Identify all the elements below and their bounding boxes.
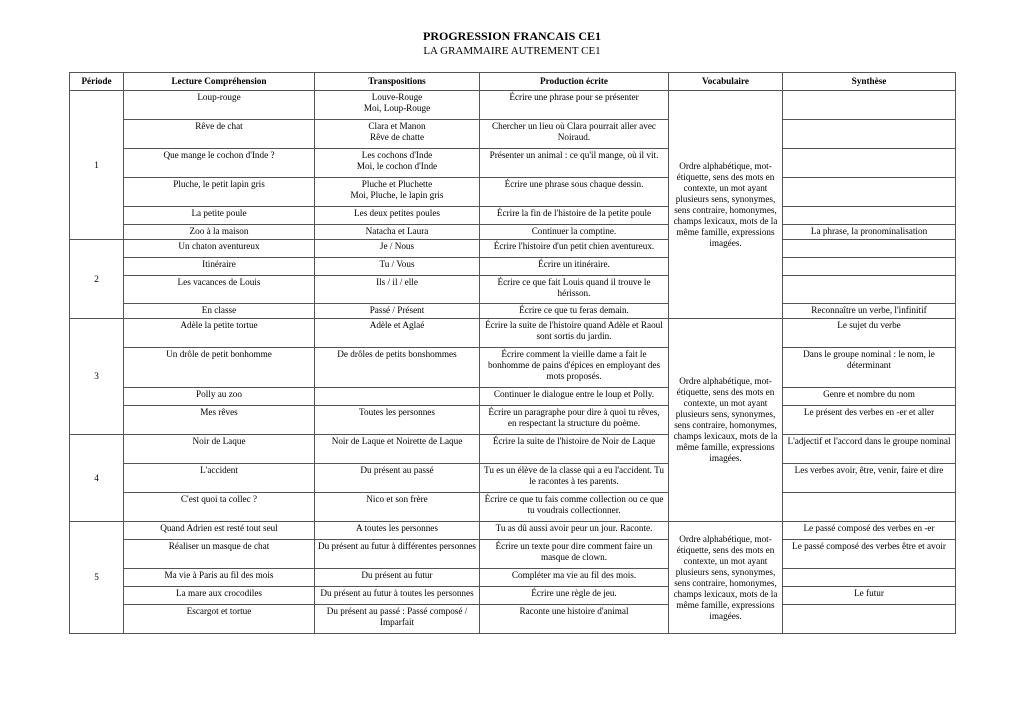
lecture-cell: Un drôle de petit bonhomme [124,348,315,388]
synthese-cell: Reconnaître un verbe, l'infinitif [783,304,956,319]
periode-cell: 4 [70,435,124,522]
lecture-cell: Un chaton aventureux [124,240,315,258]
production-cell: Écrire une phrase pour se présenter [480,91,669,120]
transpositions-cell: Ils / il / elle [315,276,480,304]
production-cell: Écrire la suite de l'histoire de Noir de Laque [480,435,669,464]
lecture-cell: Polly au zoo [124,388,315,406]
lecture-cell: Rêve de chat [124,120,315,149]
synthese-cell [783,258,956,276]
lecture-cell: Pluche, le petit lapin gris [124,178,315,207]
production-cell: Continuer le dialogue entre le loup et Polly. [480,388,669,406]
table-row [70,276,956,304]
synthese-cell: Le sujet du verbe [783,319,956,348]
header-transpositions: Transpositions [315,73,480,91]
table-row [70,493,956,522]
production-cell: Écrire un paragraphe pour dire à quoi tu rêves, en respectant la structure du poème. [480,406,669,435]
synthese-cell: L'adjectif et l'accord dans le groupe nominal [783,435,956,464]
synthese-cell [783,493,956,522]
production-cell: Raconte une histoire d'animal [480,605,669,634]
transpositions-cell: Louve-Rouge Moi, Loup-Rouge [315,91,480,120]
lecture-cell: Noir de Laque [124,435,315,464]
transpositions-cell: Tu / Vous [315,258,480,276]
vocabulaire-cell: Ordre alphabétique, mot-étiquette, sens des mots en contexte, un mot ayant plusieurs sens, synonymes, sens contraire, homonymes, champs lexicaux, mots de la même famille, expressions imagées. [669,522,783,634]
table-row [70,120,956,149]
transpositions-cell: Passé / Présent [315,304,480,319]
synthese-cell: Le présent des verbes en -er et aller [783,406,956,435]
lecture-cell: Ma vie à Paris au fil des mois [124,569,315,587]
synthese-cell [783,569,956,587]
document-subtitle: LA GRAMMAIRE AUTREMENT CE1 [423,45,601,57]
lecture-cell: La mare aux crocodiles [124,587,315,605]
table-row [70,304,956,319]
synthese-cell: La phrase, la pronominalisation [783,225,956,240]
synthese-cell [783,149,956,178]
production-cell: Écrire comment la vieille dame a fait le bonhomme de pains d'épices en employant des mots proposés. [480,348,669,388]
table-row [70,587,956,605]
production-cell: Écrire une phrase sous chaque dessin. [480,178,669,207]
table-row [70,406,956,435]
transpositions-cell: Du présent au futur à toutes les personnes [315,587,480,605]
table-body [70,91,956,634]
table-row [70,240,956,258]
production-cell: Continuer la comptine. [480,225,669,240]
lecture-cell: Mes rêves [124,406,315,435]
table-row [70,388,956,406]
table-row [70,464,956,493]
transpositions-cell: Du présent au futur [315,569,480,587]
lecture-cell: Adèle la petite tortue [124,319,315,348]
synthese-cell [783,178,956,207]
synthese-cell: Les verbes avoir, être, venir, faire et dire [783,464,956,493]
synthese-cell [783,276,956,304]
table-row [70,178,956,207]
header-vocabulaire: Vocabulaire [669,73,783,91]
production-cell: Écrire la fin de l'histoire de la petite poule [480,207,669,225]
production-cell: Écrire la suite de l'histoire quand Adèle et Raoul sont sortis du jardin. [480,319,669,348]
transpositions-cell: A toutes les personnes [315,522,480,540]
table-row [70,435,956,464]
production-cell: Écrire ce que tu fais comme collection ou ce que tu voudrais collectionner. [480,493,669,522]
synthese-cell: Le passé composé des verbes être et avoir [783,540,956,569]
lecture-cell: L'accident [124,464,315,493]
transpositions-cell: Les cochons d'Inde Moi, le cochon d'Inde [315,149,480,178]
transpositions-cell: Nico et son frère [315,493,480,522]
periode-cell: 2 [70,240,124,319]
progression-table [69,72,956,634]
production-cell: Écrire un texte pour dire comment faire un masque de clown. [480,540,669,569]
vocabulaire-cell: Ordre alphabétique, mot-étiquette, sens des mots en contexte, un mot ayant plusieurs sens, synonymes, sens contraire, homonymes, champs lexicaux, mots de la même famille, expressions imagées. [669,91,783,319]
table-row [70,522,956,540]
synthese-cell: Le passé composé des verbes en -er [783,522,956,540]
transpositions-cell: Natacha et Laura [315,225,480,240]
transpositions-cell: Pluche et Pluchette Moi, Pluche, le lapin gris [315,178,480,207]
periode-cell: 5 [70,522,124,634]
synthese-cell [783,605,956,634]
synthese-cell [783,91,956,120]
lecture-cell: C'est quoi ta collec ? [124,493,315,522]
table-row [70,540,956,569]
lecture-cell: Réaliser un masque de chat [124,540,315,569]
table-row [70,258,956,276]
lecture-cell: Itinéraire [124,258,315,276]
transpositions-cell: Clara et Manon Rêve de chatte [315,120,480,149]
lecture-cell: Loup-rouge [124,91,315,120]
synthese-cell [783,207,956,225]
transpositions-cell: De drôles de petits bonshommes [315,348,480,388]
synthese-cell: Le futur [783,587,956,605]
synthese-cell: Genre et nombre du nom [783,388,956,406]
transpositions-cell [315,388,480,406]
transpositions-cell: Les deux petites poules [315,207,480,225]
production-cell: Compléter ma vie au fil des mois. [480,569,669,587]
table-row [70,319,956,348]
lecture-cell: Que mange le cochon d'Inde ? [124,149,315,178]
periode-cell: 1 [70,91,124,240]
production-cell: Tu as dû aussi avoir peur un jour. Raconte. [480,522,669,540]
synthese-cell: Dans le groupe nominal : le nom, le déterminant [783,348,956,388]
lecture-cell: Quand Adrien est resté tout seul [124,522,315,540]
transpositions-cell: Toutes les personnes [315,406,480,435]
header-lecture: Lecture Compréhension [124,73,315,91]
production-cell: Tu es un élève de la classe qui a eu l'accident. Tu le racontes à tes parents. [480,464,669,493]
header-periode: Période [70,73,124,91]
transpositions-cell: Adèle et Aglaé [315,319,480,348]
production-cell: Écrire ce que fait Louis quand il trouve le hérisson. [480,276,669,304]
lecture-cell: En classe [124,304,315,319]
lecture-cell: La petite poule [124,207,315,225]
table-header-row [70,73,956,91]
table-row [70,149,956,178]
synthese-cell [783,120,956,149]
transpositions-cell: Du présent au futur à différentes personnes [315,540,480,569]
production-cell: Chercher un lieu où Clara pourrait aller avec Noiraud. [480,120,669,149]
header-synthese: Synthèse [783,73,956,91]
production-cell: Écrire l'histoire d'un petit chien aventureux. [480,240,669,258]
periode-cell: 3 [70,319,124,435]
production-cell: Présenter un animal : ce qu'il mange, où il vit. [480,149,669,178]
transpositions-cell: Je / Nous [315,240,480,258]
production-cell: Écrire un itinéraire. [480,258,669,276]
transpositions-cell: Du présent au passé : Passé composé / Imparfait [315,605,480,634]
table-row [70,225,956,240]
table-row [70,348,956,388]
header-production: Production écrite [480,73,669,91]
lecture-cell: Zoo à la maison [124,225,315,240]
lecture-cell: Les vacances de Louis [124,276,315,304]
production-cell: Écrire ce que tu feras demain. [480,304,669,319]
table-row [70,207,956,225]
lecture-cell: Escargot et tortue [124,605,315,634]
transpositions-cell: Noir de Laque et Noirette de Laque [315,435,480,464]
synthese-cell [783,240,956,258]
vocabulaire-cell: Ordre alphabétique, mot-étiquette, sens des mots en contexte, un mot ayant plusieurs sens, synonymes, sens contraire, homonymes, champs lexicaux, mots de la même famille, expressions imagées. [669,319,783,522]
production-cell: Écrire une règle de jeu. [480,587,669,605]
table-row [70,605,956,634]
transpositions-cell: Du présent au passé [315,464,480,493]
table-row [70,569,956,587]
document-title: PROGRESSION FRANCAIS CE1 [422,29,602,43]
table-row [70,91,956,120]
